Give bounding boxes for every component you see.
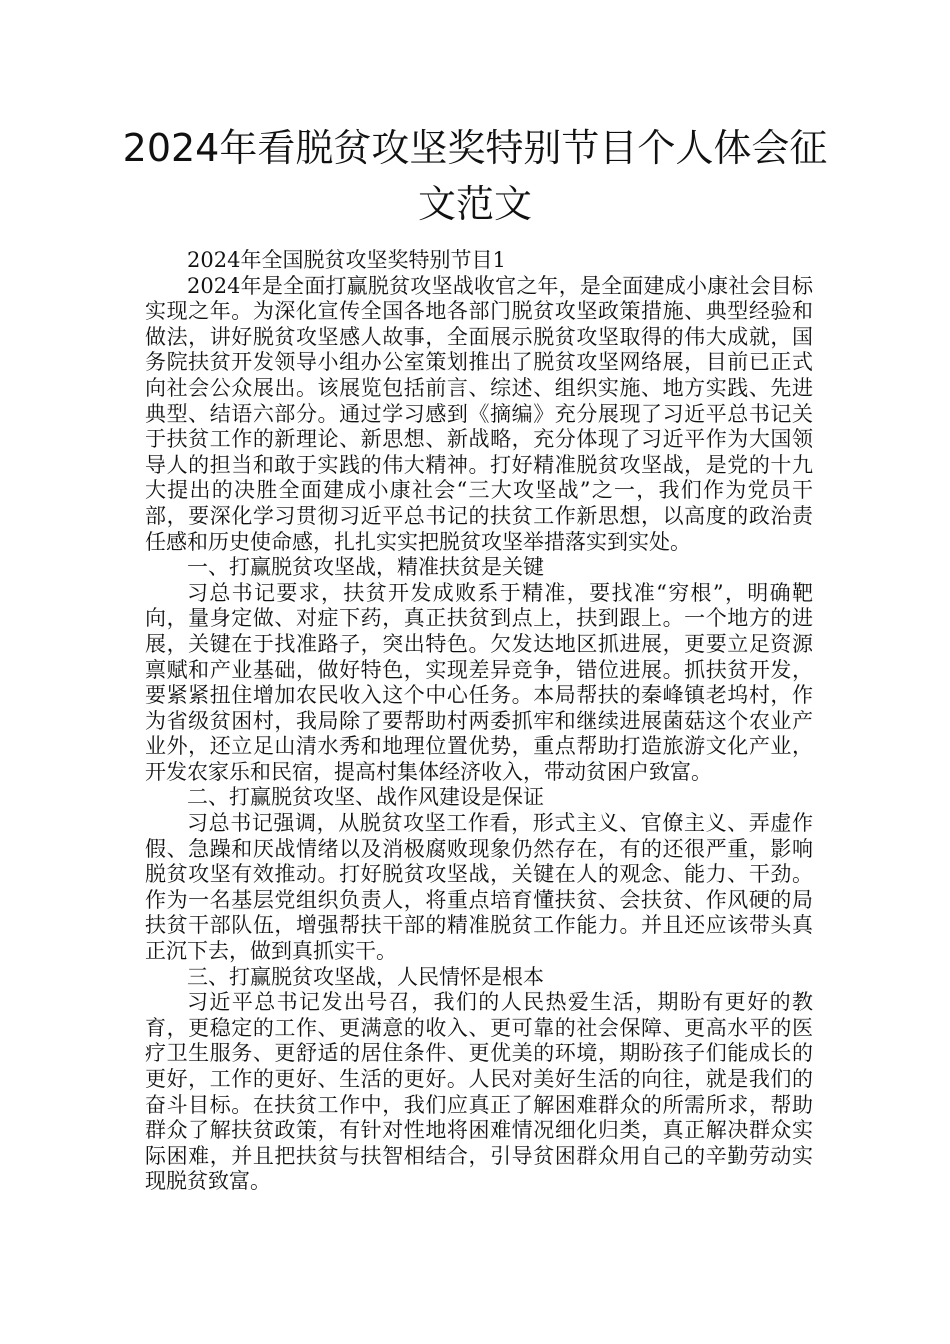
section-heading-1: 一、打赢脱贫攻坚战，精准扶贫是关键 bbox=[187, 555, 544, 580]
section-heading-2: 二、打赢脱贫攻坚、战作风建设是保证 bbox=[187, 785, 544, 810]
section-heading-3: 三、打赢脱贫攻坚战，人民情怀是根本 bbox=[187, 964, 544, 989]
paragraph-intro: 2024年是全面打赢脱贫攻坚战收官之年，是全面建成小康社会目标实现之年。为深化宣传全国各地各部门脱贫攻坚政策措施、典型经验和做法，讲好脱贫攻坚感人故事，全面展示脱贫攻坚取得的伟大成就，国务院扶贫开发领导小组办公室策划推出了脱贫攻坚网络展，目前已正式向社会公众展出。该展览包括前言、综述、组织实施、地方实践、先进典型、结语六部分。通过学习感到《摘编》充分展现了习近平总书记关于扶贫工作的新理论、新思想、新战略，充分体现了习近平作为大国领导人的担当和敢于实践的伟大精神。打好精准脱贫攻坚战，是党的十九大提出的决胜全面建成小康社会“三大攻坚战”之一，我们作为党员干部，要深化学习贯彻习近平总书记的扶贫工作新思想，以高度的政治责任感和历史使命感，扎扎实实把脱贫攻坚举措落实到实处。 bbox=[145, 273, 813, 554]
paragraph-subtitle: 2024年全国脱贫攻坚奖特别节目1 bbox=[187, 248, 506, 272]
paragraph-section-2: 习总书记强调，从脱贫攻坚工作看，形式主义、官僚主义、弄虚作假、急躁和厌战情绪以及消极腐败现象仍然存在，有的还很严重，影响脱贫攻坚有效推动。打好脱贫攻坚战，关键在人的观念、能力、干劲。作为一名基层党组织负责人，将重点培育懂扶贫、会扶贫、作风硬的局扶贫干部队伍，增强帮扶干部的精准脱贫工作能力。并且还应该带头真正沉下去，做到真抓实干。 bbox=[145, 811, 813, 964]
document-body bbox=[145, 248, 813, 1195]
paragraph-section-1: 习总书记要求，扶贫开发成败系于精准，要找准“穷根”，明确靶向，量身定做、对症下药，真正扶贫到点上，扶到跟上。一个地方的进展，关键在于找准路子，突出特色。欠发达地区抓进展，更要立足资源禀赋和产业基础，做好特色，实现差异竞争，错位进展。抓扶贫开发，要紧紧扭住增加农民收入这个中心任务。本局帮扶的秦峰镇老坞村，作为省级贫困村，我局除了要帮助村两委抓牢和继续进展菌菇这个农业产业外，还立足山清水秀和地理位置优势，重点帮助打造旅游文化产业，开发农家乐和民宿，提高村集体经济收入，带动贫困户致富。 bbox=[145, 580, 813, 784]
paragraph-section-3: 习近平总书记发出号召，我们的人民热爱生活，期盼有更好的教育，更稳定的工作、更满意的收入、更可靠的社会保障、更高水平的医疗卫生服务、更舒适的居住条件、更优美的环境，期盼孩子们能成长的更好，工作的更好、生活的更好。人民对美好生活的向往，就是我们的奋斗目标。在扶贫工作中，我们应真正了解困难群众的所需所求，帮助群众了解扶贫政策，有针对性地将困难情况细化归类，真正解决群众实际困难，并且把扶贫与扶智相结合，引导贫困群众用自己的辛勤劳动实现脱贫致富。 bbox=[145, 990, 813, 1194]
document-title: 2024年看脱贫攻坚奖特别节目个人体会征文范文 bbox=[122, 126, 828, 226]
